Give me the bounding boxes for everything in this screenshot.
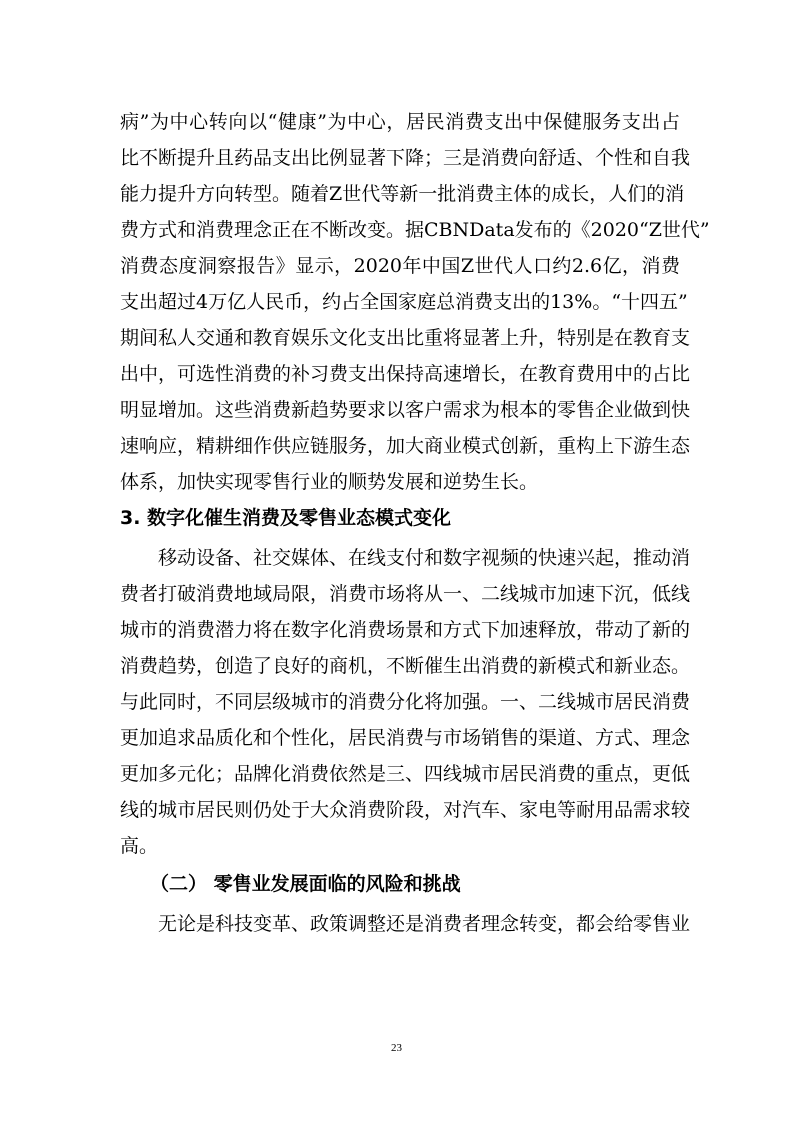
paragraph-line: 消费趋势，创造了良好的商机，不断催生出消费的新模式和新业态。	[120, 655, 691, 677]
paragraph-line: 更加追求品质化和个性化，居民消费与市场销售的渠道、方式、理念	[120, 727, 691, 749]
paragraph-line: 速响应，精耕细作供应链服务，加大商业模式创新，重构上下游生态	[120, 435, 691, 457]
paragraph-line: 费者打破消费地域局限，消费市场将从一、二线城市加速下沉，低线	[120, 583, 691, 605]
paragraph-line: 出中，可选性消费的补习费支出保持高速增长，在教育费用中的占比	[120, 363, 691, 385]
paragraph-line: 比不断提升且药品支出比例显著下降；三是消费向舒适、个性和自我	[120, 147, 691, 169]
page-number: 23	[391, 1042, 402, 1054]
paragraph-line: 与此同时，不同层级城市的消费分化将加强。一、二线城市居民消费	[120, 691, 691, 713]
paragraph-line: 城市的消费潜力将在数字化消费场景和方式下加速释放，带动了新的	[120, 619, 691, 641]
paragraph-line: 高。	[120, 835, 159, 857]
subsection-heading: （二） 零售业发展面临的风险和挑战	[150, 873, 461, 895]
paragraph-line: 期间私人交通和教育娱乐文化支出比重将显著上升，特别是在教育支	[120, 327, 691, 349]
paragraph-line: 移动设备、社交媒体、在线支付和数字视频的快速兴起，推动消	[158, 547, 691, 569]
paragraph-line: 明显增加。这些消费新趋势要求以客户需求为根本的零售企业做到快	[120, 399, 691, 421]
section-heading: 3. 数字化催生消费及零售业态模式变化	[120, 507, 452, 529]
paragraph-line: 体系，加快实现零售行业的顺势发展和逆势生长。	[120, 471, 539, 493]
paragraph-line: 支出超过4万亿人民币，约占全国家庭总消费支出的13%。“十四五”	[120, 291, 688, 313]
paragraph-line: 更加多元化；品牌化消费依然是三、四线城市居民消费的重点，更低	[120, 763, 691, 785]
paragraph-line: 费方式和消费理念正在不断改变。据CBNData发布的《2020“Z世代”	[120, 219, 710, 241]
paragraph-line: 病”为中心转向以“健康”为中心，居民消费支出中保健服务支出占	[120, 111, 680, 133]
paragraph-line: 无论是科技变革、政策调整还是消费者理念转变，都会给零售业	[158, 913, 691, 935]
paragraph-line: 线的城市居民则仍处于大众消费阶段，对汽车、家电等耐用品需求较	[120, 799, 691, 821]
paragraph-line: 能力提升方向转型。随着Z世代等新一批消费主体的成长，人们的消	[120, 183, 685, 205]
paragraph-line: 消费态度洞察报告》显示，2020年中国Z世代人口约2.6亿，消费	[120, 255, 680, 277]
